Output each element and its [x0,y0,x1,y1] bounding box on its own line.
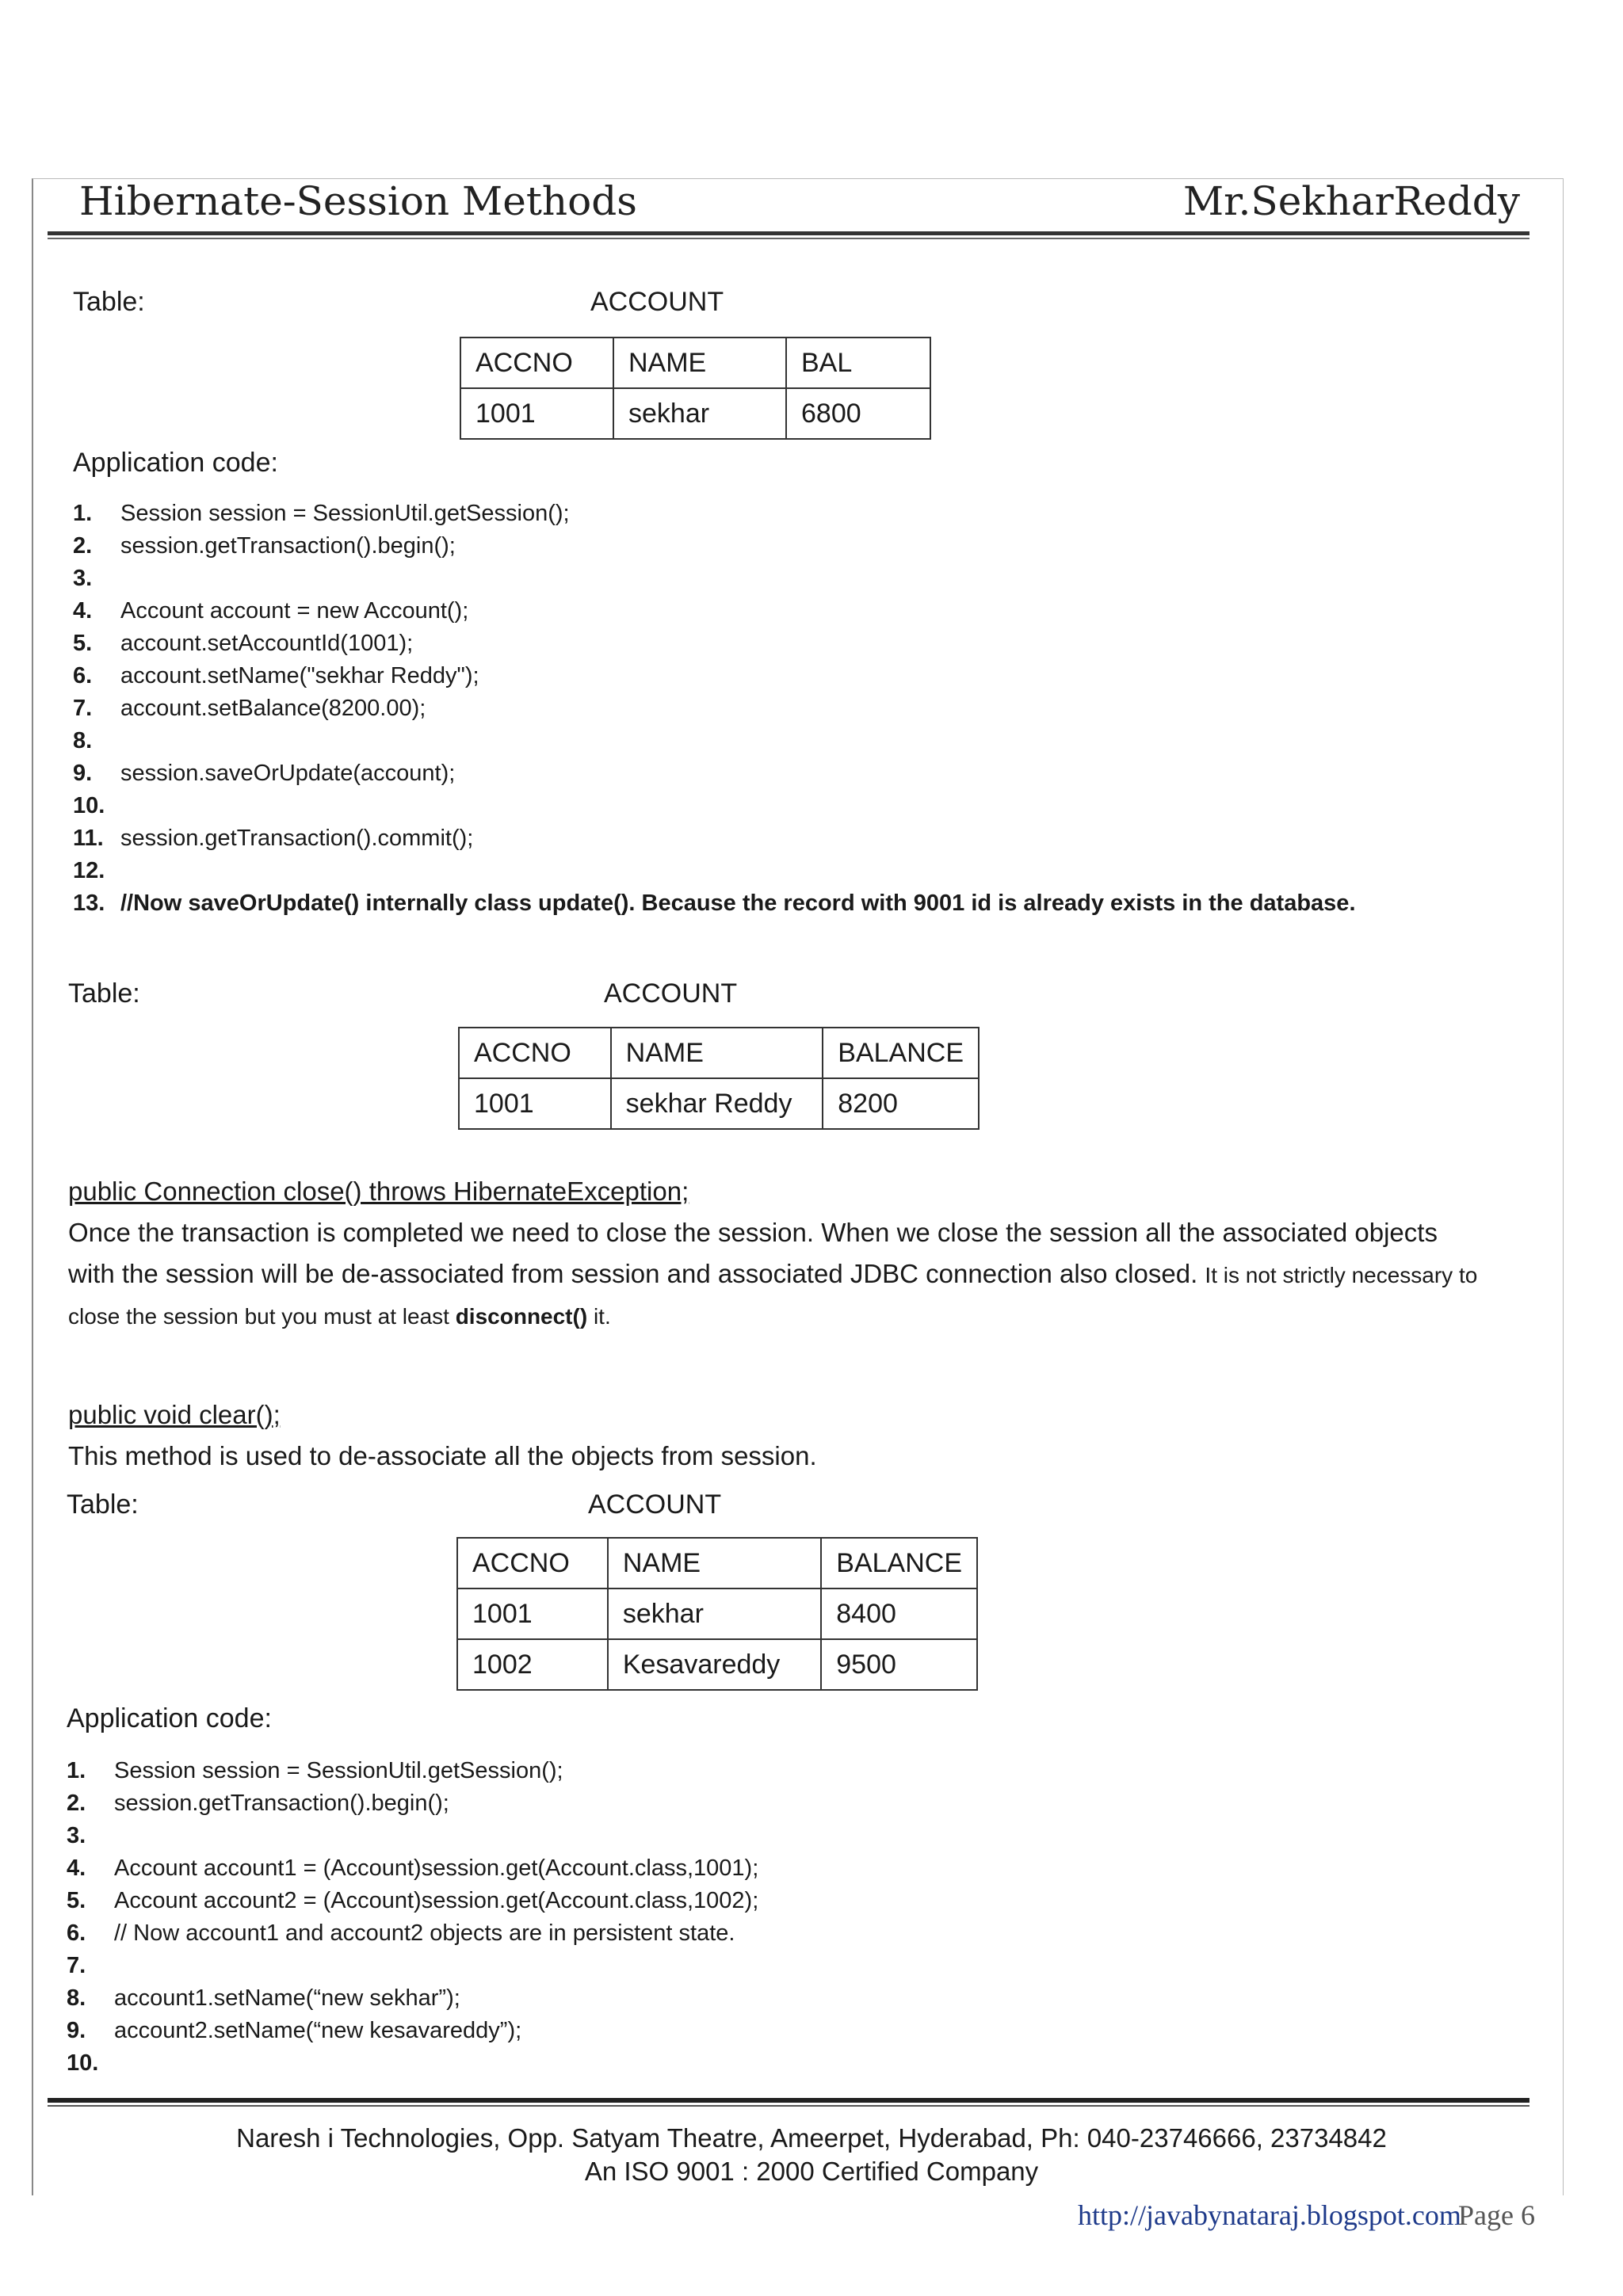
code-line [67,1820,758,1852]
close-desc-part: it. [593,1304,611,1329]
table-cell: 8200 [823,1078,979,1129]
line-number: 3. [73,566,93,591]
code-line [67,1950,758,1982]
close-desc-part: close the session but you must at least [68,1304,449,1329]
table-title-1: ACCOUNT [590,287,724,317]
line-number: 7. [67,1953,86,1978]
code-text: session.saveOrUpdate(account); [120,761,456,786]
code-text: Account account1 = (Account)session.get(Account.class,1001); [114,1855,759,1881]
clear-method-block [68,1394,1542,1477]
code-line [73,595,1356,627]
table-cell: sekhar [613,388,786,439]
table-cell: 8400 [821,1589,977,1639]
table-header-cell: BAL [786,338,930,388]
code-line [67,1787,758,1820]
clear-method-signature: public void clear(); [68,1400,281,1429]
table-title-2: ACCOUNT [604,978,738,1009]
footer-certification: An ISO 9001 : 2000 Certified Company [584,2157,1039,2186]
code-line [73,627,1356,660]
table-cell: sekhar [608,1589,821,1639]
code-line [73,790,1356,822]
code-text: Account account2 = (Account)session.get(Account.class,1002); [114,1888,759,1913]
blog-url-link[interactable]: http://javabynataraj.blogspot.com [1078,2199,1461,2231]
table-header-cell: NAME [608,1538,821,1589]
close-method-description-line3 [68,1296,1542,1337]
code-text: Account account = new Account(); [120,598,469,624]
table-title-3: ACCOUNT [588,1489,722,1520]
code-text: Session session = SessionUtil.getSession(); [120,501,570,526]
line-number: 12. [73,858,105,883]
author-name: Mr.SekharReddy [1182,178,1520,224]
table-header-cell: BALANCE [823,1028,979,1078]
code-line [73,563,1356,595]
table-cell: sekhar Reddy [611,1078,823,1129]
line-number: 10. [67,2050,99,2076]
close-method-block [68,1171,1542,1337]
table-row [459,1078,979,1129]
code-text: session.getTransaction().commit(); [120,826,474,851]
code-line [73,692,1356,725]
table-row [457,1589,977,1639]
line-number: 13. [73,891,105,916]
close-desc-part: with the session will be de-associated from session and associated JDBC connection also closed. [68,1259,1198,1288]
code-line [73,530,1356,563]
code-line [73,660,1356,692]
code-line [67,2015,758,2047]
code-line [67,2047,758,2080]
code-line [67,1852,758,1885]
table-cell: 1001 [460,388,613,439]
line-number: 4. [67,1855,86,1881]
account-table-1 [460,337,931,440]
table-label-3: Table: [67,1489,139,1520]
table-header-cell: BALANCE [821,1538,977,1589]
table-header-cell: NAME [613,338,786,388]
code-line [73,855,1356,887]
code-text: account.setBalance(8200.00); [120,696,426,721]
line-number: 5. [67,1888,86,1913]
code-text: // Now account1 and account2 objects are in persistent state. [114,1920,735,1946]
code-text: Session session = SessionUtil.getSession(); [114,1758,563,1783]
table-cell: Kesavareddy [608,1639,821,1690]
code-text: session.getTransaction().begin(); [114,1791,449,1816]
close-method-description-line2 [68,1253,1542,1296]
code-line [73,498,1356,530]
line-number: 9. [67,2018,86,2043]
header-rule [48,231,1529,239]
disconnect-keyword: disconnect() [455,1304,588,1329]
table-cell: 1001 [457,1589,608,1639]
application-code-label-1: Application code: [73,448,278,478]
table-header-cell: ACCNO [460,338,613,388]
code-text: //Now saveOrUpdate() internally class update(). Because the record with 9001 id is already exists in the database. [120,891,1356,916]
table-header-cell: ACCNO [457,1538,608,1589]
close-method-description-line1: Once the transaction is completed we need to close the session. When we close the session all the associated objects [68,1218,1438,1247]
code-line [73,887,1356,920]
line-number: 9. [73,761,93,786]
footer-rule [48,2098,1529,2107]
line-number: 11. [73,826,104,851]
code-line [67,1917,758,1950]
line-number: 3. [67,1823,86,1848]
line-number: 6. [73,663,93,688]
line-number: 8. [73,728,93,753]
close-desc-note: It is not strictly necessary to [1205,1263,1478,1287]
table-row [457,1639,977,1690]
code-line [73,725,1356,757]
code-text: account1.setName(“new sekhar”); [114,1985,460,2011]
code-line [67,1982,758,2015]
table-cell: 1002 [457,1639,608,1690]
code-line [73,757,1356,790]
account-table-2 [458,1027,980,1130]
code-text: account2.setName(“new kesavareddy”); [114,2018,522,2043]
table-label-2: Table: [68,978,140,1009]
code-block-2 [67,1755,758,2080]
table-header-row [459,1028,979,1078]
code-text: account.setName("sekhar Reddy"); [120,663,479,688]
table-header-cell: ACCNO [459,1028,611,1078]
table-cell: 9500 [821,1639,977,1690]
line-number: 7. [73,696,93,721]
line-number: 10. [73,793,105,818]
table-label-1: Table: [73,287,145,317]
table-header-row [457,1538,977,1589]
code-line [73,822,1356,855]
line-number: 8. [67,1985,86,2011]
code-text: session.getTransaction().begin(); [120,533,456,559]
page-number: Page 6 [1458,2199,1535,2231]
code-block-1 [73,498,1356,920]
clear-method-description: This method is used to de-associate all the objects from session. [68,1441,817,1470]
table-cell: 1001 [459,1078,611,1129]
table-row [460,388,930,439]
close-method-signature: public Connection close() throws HibernateException; [68,1177,689,1206]
line-number: 6. [67,1920,86,1946]
code-line [67,1885,758,1917]
code-text: account.setAccountId(1001); [120,631,414,656]
table-header-cell: NAME [611,1028,823,1078]
line-number: 4. [73,598,93,624]
line-number: 2. [67,1791,86,1816]
table-cell: 6800 [786,388,930,439]
table-header-row [460,338,930,388]
line-number: 5. [73,631,93,656]
line-number: 1. [73,501,93,526]
application-code-label-2: Application code: [67,1703,272,1733]
line-number: 1. [67,1758,86,1783]
code-line [67,1755,758,1787]
line-number: 2. [73,533,93,559]
footer-address: Naresh i Technologies, Opp. Satyam Theatre, Ameerpet, Hyderabad, Ph: 040-23746666, 23734842 [236,2123,1387,2153]
page-title: Hibernate-Session Methods [79,178,637,224]
account-table-3 [456,1537,978,1691]
